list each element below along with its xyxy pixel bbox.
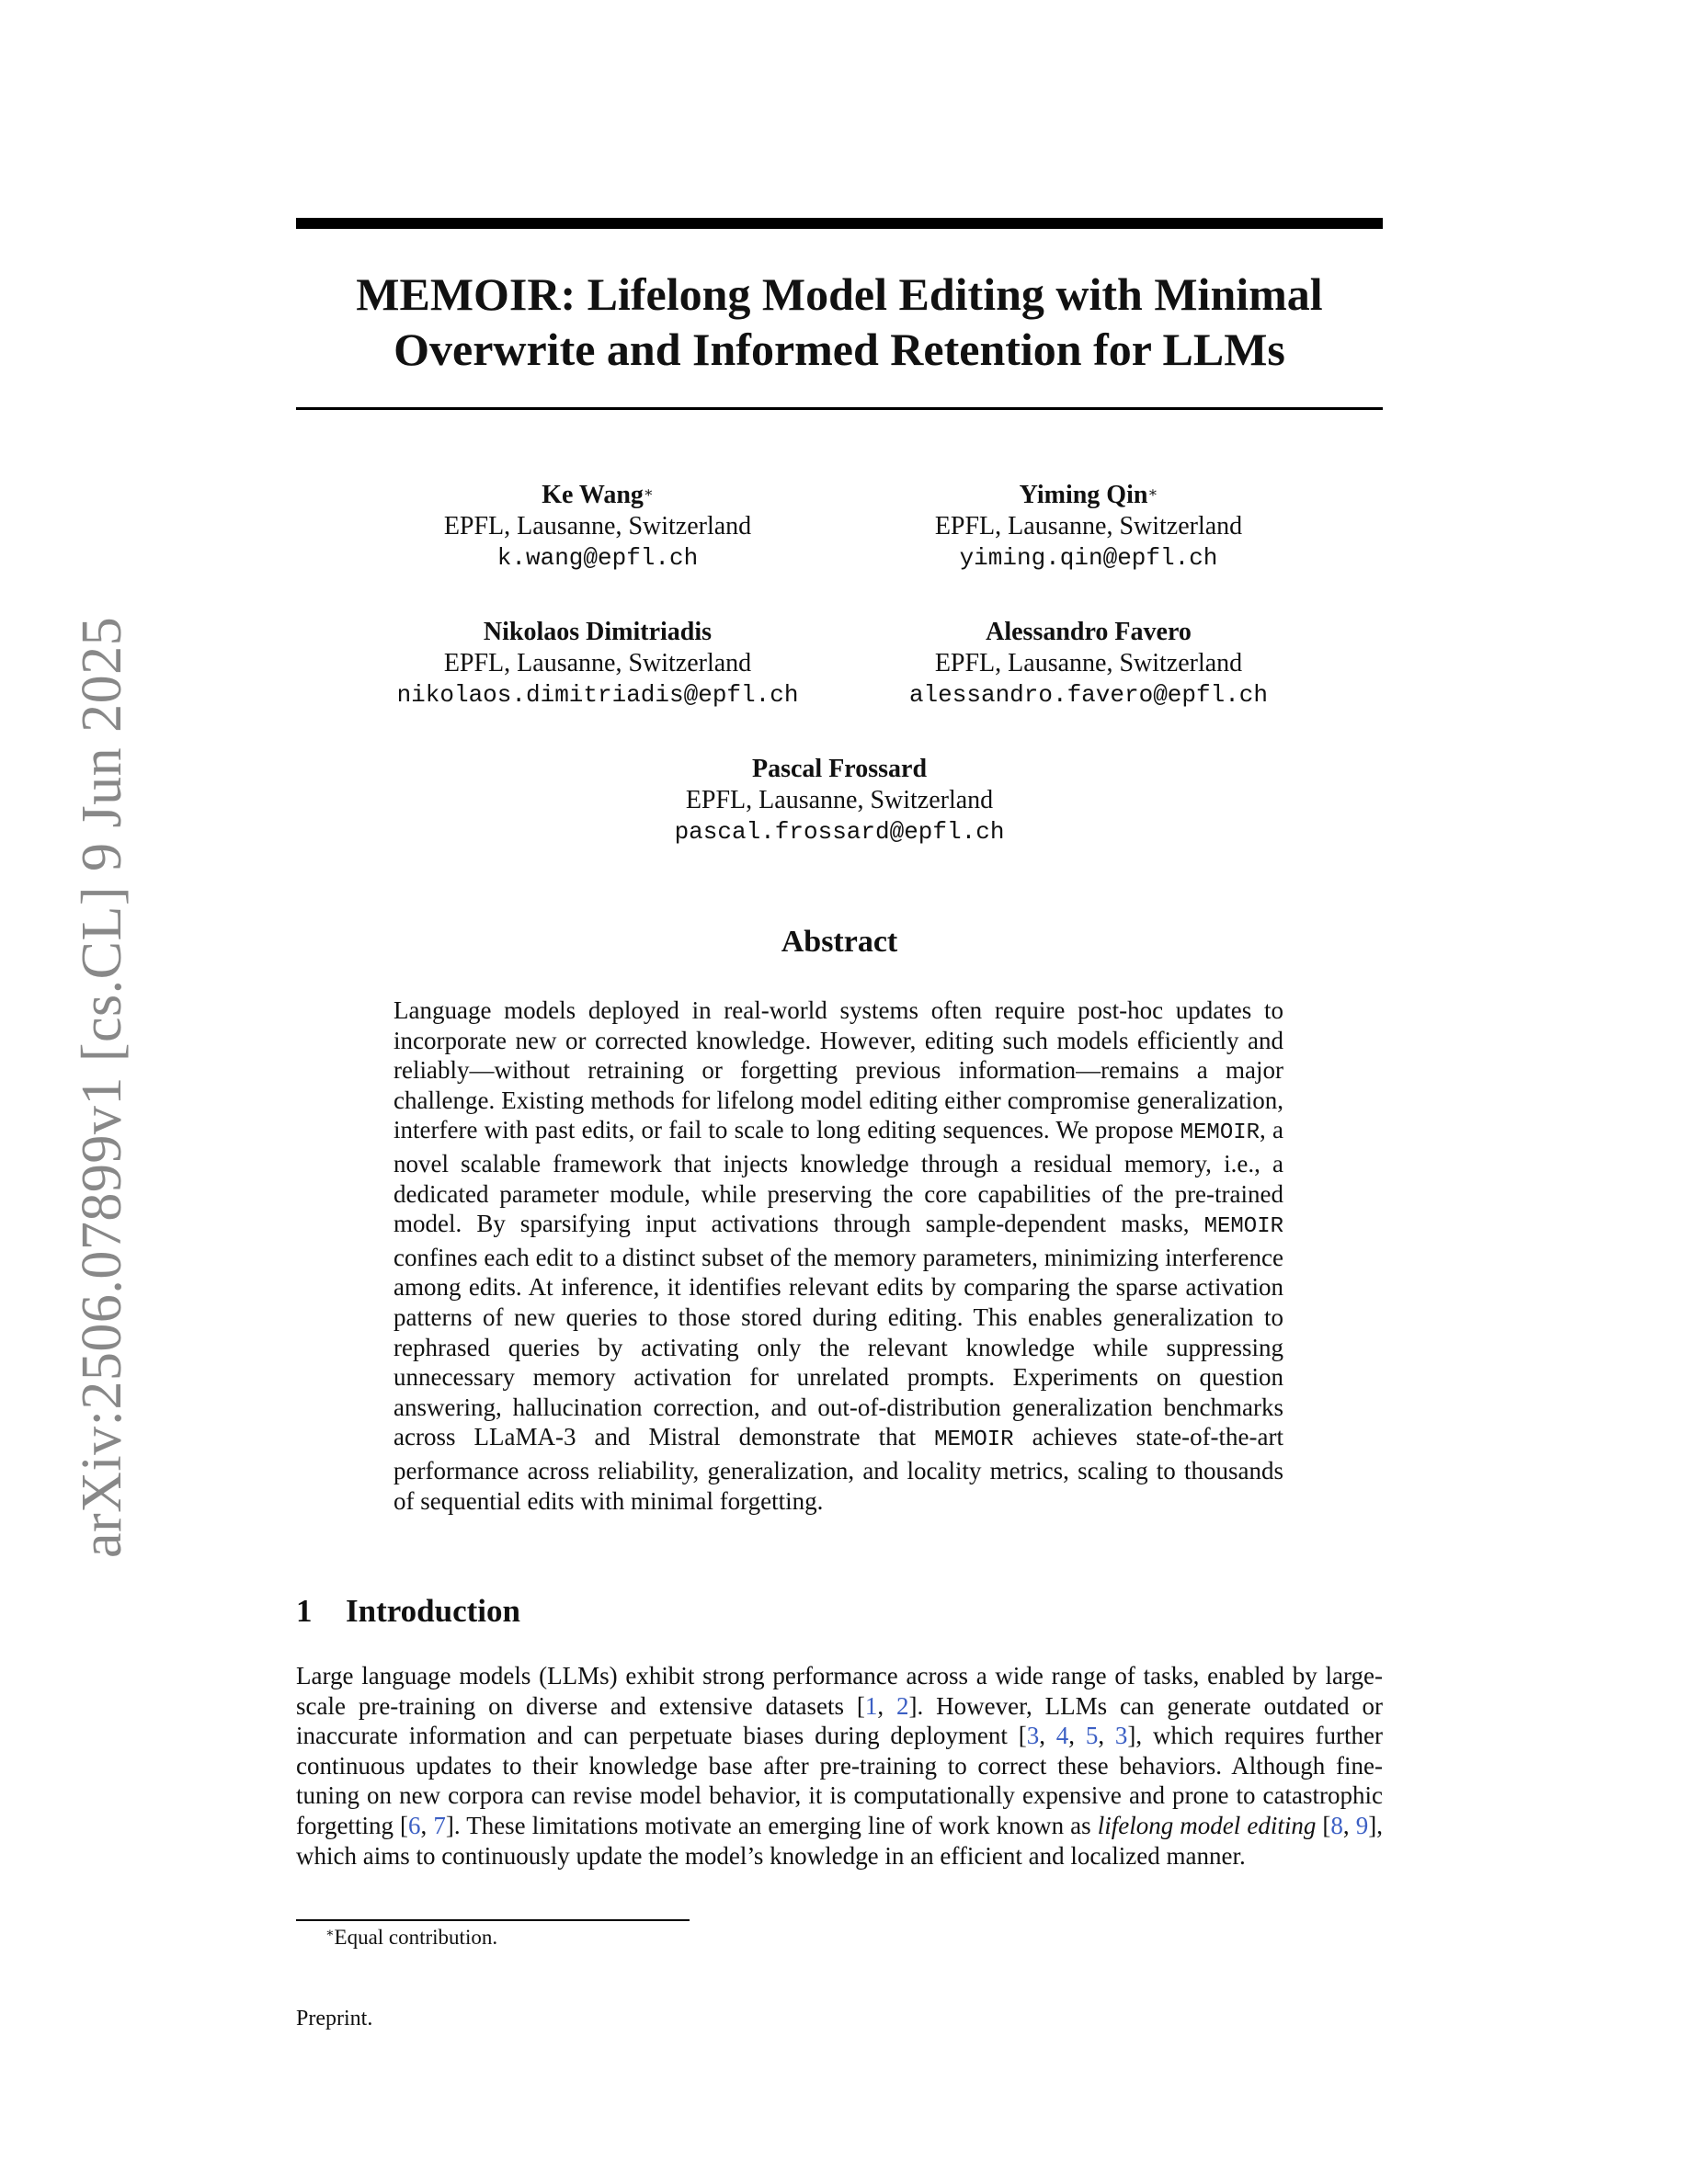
author-name: Nikolaos Dimitriadis — [483, 618, 713, 646]
method-name: MEMOIR — [1180, 1120, 1260, 1146]
abstract-heading: Abstract — [781, 925, 898, 959]
citation-link[interactable]: 7 — [433, 1811, 446, 1839]
body-text: , — [1039, 1722, 1056, 1750]
author-email[interactable]: nikolaos.dimitriadis@epfl.ch — [396, 681, 799, 709]
introduction-paragraph — [296, 1661, 1383, 1871]
title-top-rule — [296, 218, 1383, 229]
citation-link[interactable]: 6 — [408, 1811, 421, 1839]
author-affiliation: EPFL, Lausanne, Switzerland — [934, 512, 1243, 540]
body-text: , — [420, 1811, 434, 1839]
method-name: MEMOIR — [934, 1428, 1014, 1453]
arxiv-identifier: arXiv:2506.07899v1 [cs.CL] 9 Jun 2025 — [71, 616, 133, 1558]
body-text: ], which aims to continuously update the model’s knowledge in an efficient and localized manner. — [296, 1811, 1383, 1870]
body-text: ], which requires further continuous updates to their knowledge base after pre-training to correct these behaviors. Although fine-tuning on new corpora can revise model behavior, it is computationally expensive and prone to catastrophic forgetting [ — [296, 1722, 1383, 1839]
body-text: , — [877, 1691, 897, 1720]
author-name: Yiming Qin — [1019, 481, 1148, 509]
author-email[interactable]: pascal.frossard@epfl.ch — [674, 818, 1005, 846]
title-line-2: Overwrite and Informed Retention for LLMs — [393, 324, 1285, 375]
section-heading-introduction — [296, 1593, 520, 1630]
section-title: Introduction — [346, 1593, 520, 1629]
abstract-text: Language models deployed in real-world systems often require post-hoc updates to incorporate new or corrected knowledge. However, editing such models efficiently and reliably—without retraining or forgetting previous information—remains a major challenge. Existing methods for lifelong model editing either compromise generalization, interfere with past edits, or fail to scale to long editing sequences. We propose — [393, 996, 1283, 1144]
author-name: Alessandro Favero — [986, 618, 1192, 646]
author-affiliation: EPFL, Lausanne, Switzerland — [685, 786, 994, 814]
body-text: , — [1068, 1722, 1086, 1750]
citation-link[interactable]: 3 — [1114, 1722, 1128, 1750]
citation-link[interactable]: 3 — [1026, 1722, 1040, 1750]
emphasized-term: lifelong model editing — [1097, 1811, 1317, 1839]
author-affiliation: EPFL, Lausanne, Switzerland — [443, 512, 752, 540]
citation-link[interactable]: 5 — [1085, 1722, 1099, 1750]
title-line-1: MEMOIR: Lifelong Model Editing with Minimal — [356, 268, 1323, 320]
author-name: Pascal Frossard — [751, 755, 928, 783]
body-text: Large language models (LLMs) exhibit strong performance across a wide range of tasks, enabled by large-scale pre-training on diverse and extensive datasets [ — [296, 1662, 1383, 1720]
body-text: ]. These limitations motivate an emerging line of work known as — [445, 1811, 1098, 1839]
paper-title — [296, 267, 1383, 377]
abstract-text: achieves state-of-the-art performance across reliability, generalization, and locality metrics, scaling to thousands of sequential edits with minimal forgetting. — [393, 1423, 1284, 1515]
author-affiliation: EPFL, Lausanne, Switzerland — [443, 649, 752, 677]
footnote-rule — [296, 1919, 690, 1921]
abstract-body — [393, 995, 1283, 1516]
author-affiliation: EPFL, Lausanne, Switzerland — [934, 649, 1243, 677]
abstract-text: , a novel scalable framework that injects knowledge through a residual memory, i.e., a dedicated parameter module, while preserving the core capabilities of the pre-trained model. By sparsifying input activations through sample-dependent masks, — [393, 1116, 1283, 1238]
footnote — [325, 1926, 497, 1950]
author-email[interactable]: alessandro.favero@epfl.ch — [908, 681, 1269, 709]
author-email[interactable]: yiming.qin@epfl.ch — [959, 544, 1218, 572]
body-text: ]. However, LLMs can generate outdated or inaccurate information and can perpetuate biases during deployment [ — [296, 1691, 1383, 1750]
section-number: 1 — [296, 1593, 313, 1629]
author-block-3 — [340, 617, 855, 711]
footnote-mark: ∗ — [325, 1927, 335, 1940]
author-name: Ke Wang — [542, 481, 644, 509]
author-block-5 — [582, 754, 1097, 847]
citation-link[interactable]: 9 — [1355, 1811, 1369, 1839]
body-text: [ — [1316, 1811, 1331, 1839]
method-name: MEMOIR — [1203, 1214, 1283, 1240]
body-text: , — [1098, 1722, 1115, 1750]
equal-contribution-mark: ∗ — [643, 485, 654, 501]
citation-link[interactable]: 2 — [896, 1691, 909, 1720]
citation-link[interactable]: 4 — [1055, 1722, 1069, 1750]
author-email[interactable]: k.wang@epfl.ch — [496, 544, 699, 572]
footnote-text: Equal contribution. — [334, 1926, 498, 1949]
abstract-text: confines each edit to a distinct subset of the memory parameters, minimizing interference among edits. At inference, it identifies relevant edits by comparing the sparse activation patterns of new queries to those stored during editing. This enables generalization to rephrased queries by activating only the relevant knowledge while suppressing unnecessary memory activation for unrelated prompts. Experiments on question answering, hallucination correction, and out-of-distribution generalization benchmarks across LLaMA-3 and Mistral demonstrate that — [393, 1243, 1283, 1451]
title-bottom-rule — [296, 407, 1383, 410]
body-text: , — [1342, 1811, 1356, 1839]
citation-link[interactable]: 1 — [864, 1691, 878, 1720]
citation-link[interactable]: 8 — [1330, 1811, 1343, 1839]
preprint-label: Preprint. — [296, 2007, 373, 2030]
author-block-2 — [831, 480, 1346, 574]
equal-contribution-mark: ∗ — [1147, 485, 1158, 501]
author-block-1 — [340, 480, 855, 574]
author-block-4 — [831, 617, 1346, 711]
